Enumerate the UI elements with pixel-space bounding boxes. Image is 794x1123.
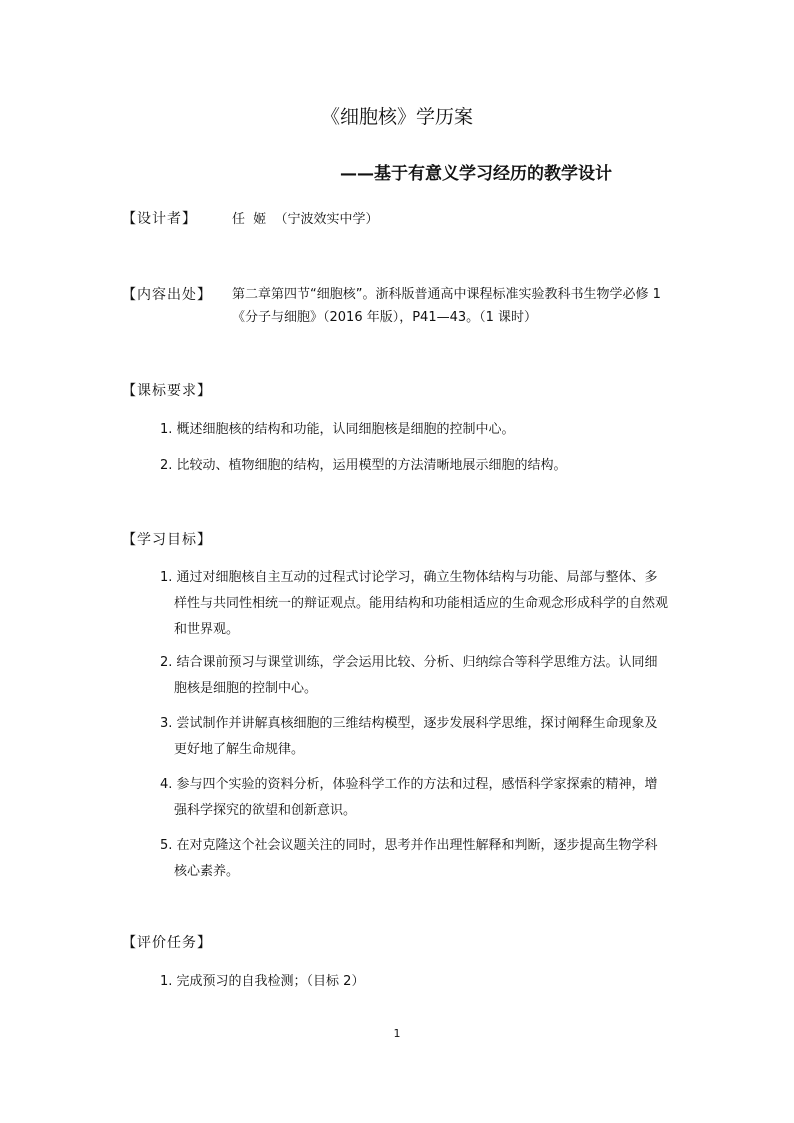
designer-label: 【设计者】 [122,211,197,227]
designer-value: 任 姬 （宁波效实中学） [232,212,379,227]
document-title: 《细胞核》学历案 [320,106,473,128]
standards-item-2: 2. 比较动、植物细胞的结构，运用模型的方法清晰地展示细胞的结构。 [160,458,567,473]
tasks-label: 【评价任务】 [122,935,212,951]
objectives-item-5: 5. 在对克隆这个社会议题关注的同时，思考并作出理性解释和判断，逐步提高生物学科核心素养。 [160,838,658,879]
standards-item-1: 1. 概述细胞核的结构和功能，认同细胞核是细胞的控制中心。 [160,422,515,437]
objectives-item-3: 3. 尝试制作并讲解真核细胞的三维结构模型，逐步发展科学思维，探讨阐释生命现象及更好地了解生命规律。 [160,716,658,757]
objectives-item-4: 4. 参与四个实验的资料分析，体验科学工作的方法和过程，感悟科学家探索的精神，增强科学探究的欲望和创新意识。 [160,777,658,818]
standards-label: 【课标要求】 [122,383,212,399]
source-label: 【内容出处】 [122,287,212,303]
objectives-item-1: 1. 通过对细胞核自主互动的过程式讨论学习，确立生物体结构与功能、局部与整体、多样性与共同性相统一的辩证观点。能用结构和功能相适应的生命观念形成科学的自然观和世界观。 [160,570,669,637]
tasks-item-1: 1. 完成预习的自我检测；（目标 2） [160,974,365,989]
source-value: 第二章第四节“细胞核”。浙科版普通高中课程标准实验教科书生物学必修 1《分子与细胞》（2016 年版），P41—43。（1 课时） [232,287,661,325]
page-number: 1 [393,1027,401,1040]
document-subtitle: ——基于有意义学习经历的教学设计 [340,164,612,184]
objectives-item-2: 2. 结合课前预习与课堂训练，学会运用比较、分析、归纳综合等科学思维方法。认同细胞核是细胞的控制中心。 [160,655,658,696]
objectives-label: 【学习目标】 [122,532,212,548]
